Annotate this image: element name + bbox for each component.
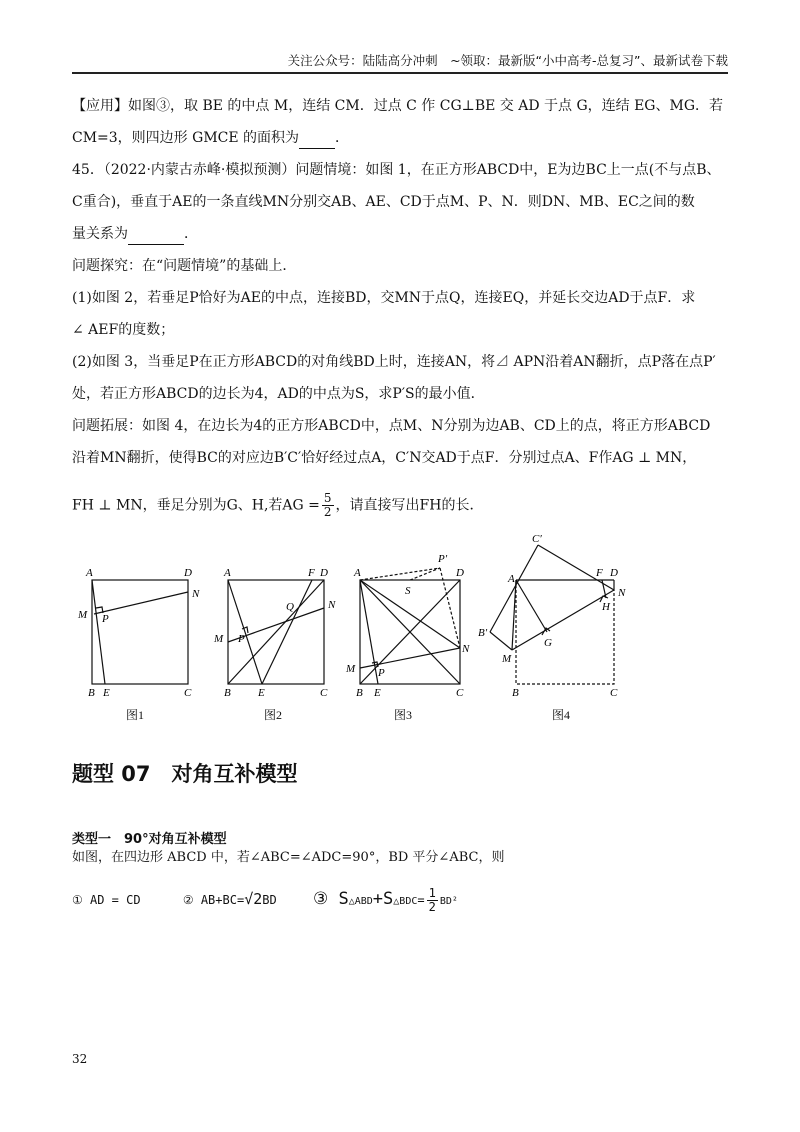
fig4-label-g: G: [544, 637, 552, 649]
apply-line-2: CM=3，则四边形 GMCE 的面积为 ．: [72, 128, 732, 149]
fig3-label-p: P: [378, 667, 385, 679]
fig2-label-p: P: [238, 633, 245, 645]
fig2-segment-ef: [262, 580, 312, 684]
answer-blank: [128, 224, 184, 245]
fig2-diagonal-bd: [228, 580, 324, 684]
conclusion-2: ② AB+BC=√2BD: [182, 890, 277, 908]
fig4-label-b: B: [512, 687, 519, 699]
problem-45-line-10: 沿着MN翻折，使得BC的对应边B′C′恰好经过点A，C′N交AD于点F．分别过点A、F作AG ⊥ MN，: [72, 450, 697, 466]
fig2-label-q: Q: [286, 601, 294, 613]
figure-1-caption: 图1: [126, 708, 145, 722]
fig1-label-a: A: [86, 567, 93, 579]
conclusion-1: ① AD = CD: [72, 893, 141, 907]
fig4-label-f: F: [596, 567, 603, 579]
fig3-label-d: D: [456, 567, 464, 579]
problem-45-line-4: 问题探究：在“问题情境”的基础上．: [72, 258, 297, 274]
fig3-label-s: S: [405, 585, 411, 597]
fig4-edge-b1m: [490, 632, 512, 650]
figures-row: [72, 530, 732, 730]
fig3-label-m: M: [346, 663, 356, 675]
fig3-label-p-prime: P′: [438, 553, 448, 565]
header-text: 关注公众号：陆陆高分冲刺 ~领取：最新版“小中高考-总复习”、最新试卷下载: [287, 53, 728, 68]
fig4-label-c-prime: C′: [532, 533, 542, 545]
fig4-label-h: H: [602, 601, 610, 613]
fig4-label-n: N: [618, 587, 626, 599]
problem-45-line-6: ∠ AEF的度数；: [72, 322, 175, 338]
figure-3-caption: 图3: [394, 708, 413, 722]
fig1-segment-mn: [94, 592, 188, 614]
fig2-label-b: B: [224, 687, 231, 699]
fig3-label-a: A: [354, 567, 361, 579]
fig4-label-b-prime: B′: [478, 627, 488, 639]
fig1-label-e: E: [103, 687, 110, 699]
fraction-one-half: $\frac{1}{2}$: [428, 886, 436, 914]
problem-45-line-8: 处，若正方形ABCD的边长为4，AD的中点为S，求P′S的最小值．: [72, 386, 485, 402]
fig1-label-n: N: [192, 588, 200, 600]
problem-45-line-3: 量关系为 ．: [72, 224, 732, 245]
problem-45-line-11: FH ⊥ MN，垂足分别为G、H,若AG = $\frac{5}{2}$ ，请直接写出FH的长．: [72, 491, 484, 519]
geometry-figures: [72, 530, 732, 730]
fig4-dashed-original: [516, 580, 614, 684]
fig4-label-c: C: [610, 687, 618, 699]
fig1-segment-ae: [92, 580, 105, 684]
section-title: 题型 07 对角互补模型: [72, 762, 298, 786]
problem-45-line-9: 问题拓展：如图 4，在边长为4的正方形ABCD中，点M、N分别为边AB、CD上的点，将正方形ABCD: [72, 418, 711, 434]
fig2-label-c: C: [320, 687, 328, 699]
problem-45-line-2: C重合)，垂直于AE的一条直线MN分别交AB、AE、CD于点M、P、N．则DN、MB、EC之间的数: [72, 194, 695, 210]
figure-2-caption: 图2: [264, 708, 283, 722]
fig2-label-m: M: [214, 633, 224, 645]
type-one-title: 类型一 90°对角互补模型: [72, 832, 227, 847]
fig2-label-d: D: [320, 567, 328, 579]
fig1-label-c: C: [184, 687, 192, 699]
figure-4-caption: 图4: [552, 708, 571, 722]
type-one-description: 如图，在四边形 ABCD 中，若∠ABC=∠ADC=90°，BD 平分∠ABC，则: [72, 850, 505, 865]
fig3-label-c: C: [456, 687, 464, 699]
fig3-label-n: N: [462, 643, 470, 655]
fraction-five-halves: $\frac{5}{2}$: [323, 491, 332, 519]
page-header: [72, 50, 728, 74]
fig3-label-e: E: [374, 687, 381, 699]
fig2-label-n: N: [328, 599, 336, 611]
fig4-label-a: A: [508, 573, 515, 585]
fig4-segment-ag: [516, 580, 547, 632]
fig2-label-a: A: [224, 567, 231, 579]
page-number: 32: [72, 1052, 88, 1066]
fig3-label-b: B: [356, 687, 363, 699]
conclusion-3: ③ S△ABD+S△BDC= $\frac{1}{2}$ BD²: [312, 886, 458, 914]
fig3-dashed-ap1: [360, 568, 440, 580]
fig1-label-b: B: [88, 687, 95, 699]
problem-45-line-7: (2)如图 3，当垂足P在正方形ABCD的对角线BD上时，连接AN，将⊿ APN沿着AN翻折，点P落在点P′: [72, 354, 716, 370]
answer-blank: [299, 128, 335, 149]
fig4-label-d: D: [610, 567, 618, 579]
apply-line-1: 【应用】如图③，取 BE 的中点 M，连结 CM．过点 C 作 CG⊥BE 交 AD 于点 G，连结 EG、MG．若: [72, 98, 724, 114]
fig1-label-m: M: [78, 609, 88, 621]
fig2-label-f: F: [308, 567, 315, 579]
fig1-label-p: P: [102, 613, 109, 625]
conclusions-line: [72, 884, 732, 917]
fig4-label-m: M: [502, 653, 512, 665]
problem-45-line-1: 45．（2022·内蒙古赤峰·模拟预测）问题情境：如图 1，在正方形ABCD中，E为边BC上一点(不与点B、: [72, 162, 721, 178]
fig1-label-d: D: [184, 567, 192, 579]
fig3-segment-mn: [360, 648, 460, 668]
fig2-label-e: E: [258, 687, 265, 699]
problem-45-line-5: (1)如图 2，若垂足P恰好为AE的中点，连接BD，交MN于点Q，连接EQ，并延长交边AD于点F．求: [72, 290, 696, 306]
